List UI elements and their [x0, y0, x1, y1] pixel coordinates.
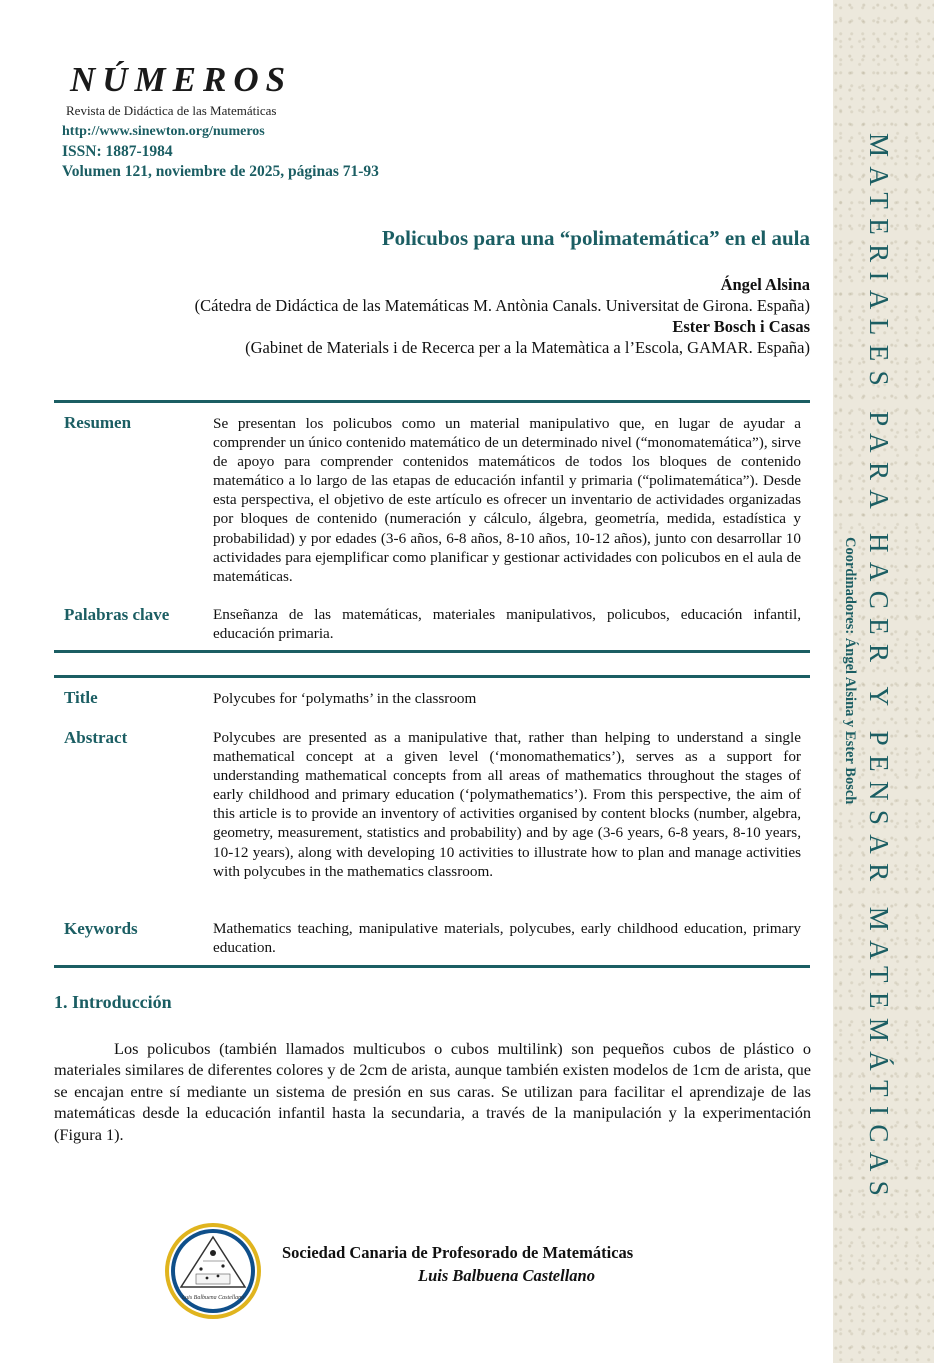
- divider-bottom: [54, 965, 810, 968]
- coordinators-vertical: Coordinadores: Ángel Alsina y Ester Bosch: [842, 537, 858, 805]
- author-name-2: Ester Bosch i Casas: [672, 317, 810, 336]
- journal-url-link[interactable]: http://www.sinewton.org/numeros: [62, 124, 265, 139]
- palabras-clave-text: Enseñanza de las matemáticas, materiales manipulativos, policubos, educación infantil, educación primaria.: [213, 606, 801, 643]
- journal-name: NÚMEROS: [70, 60, 293, 99]
- author-affiliation-2: (Gabinet de Materials i de Recerca per a la Matemàtica a l’Escola, GAMAR. España): [245, 338, 810, 357]
- divider-top: [54, 400, 810, 403]
- author-name-1: Ángel Alsina: [720, 275, 810, 294]
- palabras-clave-label: Palabras clave: [64, 605, 170, 624]
- divider-english-top: [54, 675, 810, 678]
- title-label: Title: [64, 688, 98, 707]
- resumen-text: Se presentan los policubos como un material manipulativo que, en lugar de ayudar a comprender un único contenido matemático de un determinado nivel (“monomatemática”), sirve de apoyo para comprender contenidos matemáticos de todos los bloques de contenido matemático a lo largo de las etapas de educación infantil y primaria (“polimatemática”). Desde esta perspectiva, el objetivo de este artículo es ofrecer un inventario de actividades organizadas por bloques de contenido (numeración y cálculo, álgebra, geometría, medida, estadística y probabilidad) y por edades (3-6 años, 6-8 años, 8-10 años, 10-12 años), junto con desarrollar 10 actividades para ejemplificar como planificar y gestionar actividades con policubos en el aula de matemáticas.: [213, 415, 801, 585]
- section-heading-introduccion: 1. Introducción: [54, 992, 172, 1012]
- society-person: Luis Balbuena Castellano: [418, 1266, 595, 1285]
- abstract-label: Abstract: [64, 728, 128, 747]
- keywords-label: Keywords: [64, 919, 138, 938]
- intro-paragraph: Los policubos (también llamados multicubos o cubos multilink) son pequeños cubos de plástico o materiales similares de diferentes colores y de 2cm de arista, aunque también existen modelos de 1cm de arista, que se encajan entre sí mediante un sistema de presión en sus caras. Se utilizan para facilitar el aprendizaje de las matemáticas desde la educación infantil hasta la secundaria, a través de la manipulación y la experimentación (Figura 1).: [54, 1039, 811, 1144]
- journal-subtitle: Revista de Didáctica de las Matemáticas: [66, 103, 277, 118]
- divider-middle: [54, 650, 810, 653]
- society-seal-logo: [163, 1221, 263, 1321]
- abstract-text: Polycubes are presented as a manipulative that, rather than helping to understand a single mathematical concept at a given level (‘monomathematics’), serves as a support for understanding mathematical concepts from all areas of mathematics throughout the stages of early childhood and primary education (‘polymathematics’). From this perspective, the aim of this article is to provide an inventory of activities organised by content blocks (number, algebra, geometry, measurement, statistics and probability) and by age (3-6 years, 6-8 years, 8-10 years, 10-12 years), along with developing 10 activities to illustrate how to plan and manage activities with polycubes in the mathematics classroom.: [213, 729, 801, 880]
- society-name: Sociedad Canaria de Profesorado de Matemáticas: [282, 1243, 634, 1262]
- author-affiliation-1: (Cátedra de Didáctica de las Matemáticas M. Antònia Canals. Universitat de Girona. España): [194, 296, 810, 315]
- section-name-vertical: MATERIALES PARA HACER Y PENSAR MATEMÁTICAS: [864, 133, 894, 1206]
- seal-caption: Luis Balbuena Castellano: [181, 1295, 245, 1301]
- keywords-text: Mathematics teaching, manipulative materials, polycubes, early childhood education, primary education.: [213, 920, 801, 957]
- journal-volume: Volumen 121, noviembre de 2025, páginas 71-93: [62, 163, 379, 180]
- article-title: Policubos para una “polimatemática” en el aula: [381, 226, 810, 250]
- journal-issn: ISSN: 1887-1984: [62, 143, 173, 160]
- english-title-text: Polycubes for ‘polymaths’ in the classroom: [213, 690, 477, 707]
- resumen-label: Resumen: [64, 413, 132, 432]
